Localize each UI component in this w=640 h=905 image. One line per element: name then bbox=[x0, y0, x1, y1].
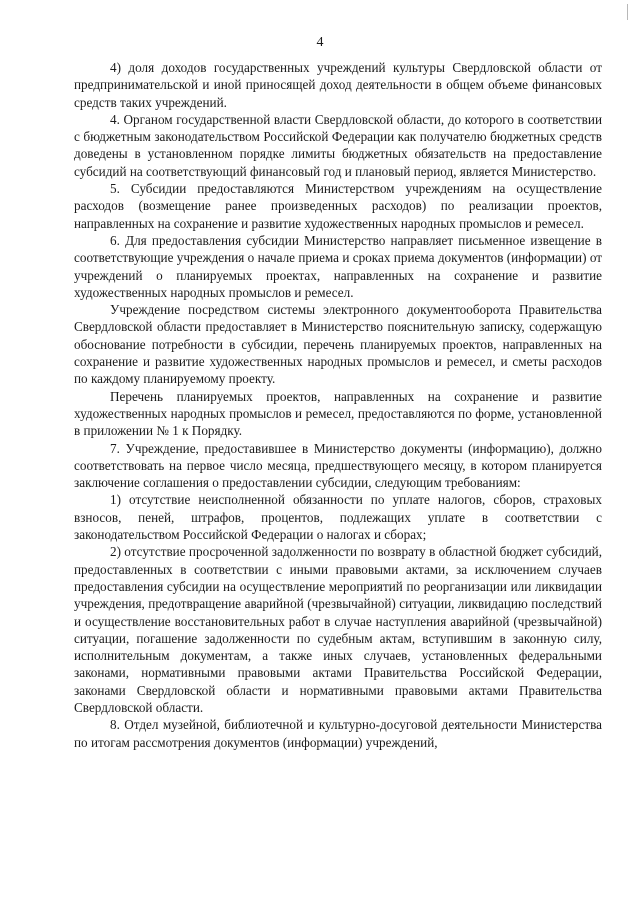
paragraph-requirement-1-taxes: 1) отсутствие неисполненной обязанности по уплате налогов, сборов, страховых взносов, пеней, штрафов, процентов, подлежащих уплате в соответствии с законодательством Российской Федерации о налогах и сборах; bbox=[74, 492, 602, 543]
document-body bbox=[74, 59, 602, 751]
paragraph-4-state-authority: 4. Органом государственной власти Свердловской области, до которого в соответствии с бюджетным законодательством Российской Федерации как получателю бюджетных средств доведены в установленном порядке лимиты бюджетных обязательств на предоставление субсидий на соответствующий финансовый год и плановый период, является Министерство. bbox=[74, 111, 602, 179]
paragraph-7-requirements: 7. Учреждение, предоставившее в Министерство документы (информацию), должно соответствовать на первое число месяца, предшествующего месяцу, в котором планируется заключение соглашения о предоставлении субсидии, следующим требованиям: bbox=[74, 440, 602, 491]
page-number: 4 bbox=[316, 35, 324, 50]
paragraph-5-subsidies: 5. Субсидии предоставляются Министерством учреждениям на осуществление расходов (возмещение ранее произведенных расходов) по реализации проектов, направленных на сохранение и развитие художественных народных промыслов и ремесел. bbox=[74, 181, 602, 231]
paragraph-share-of-income: 4) доля доходов государственных учреждений культуры Свердловской области от предпринимательской и иной приносящей доход деятельности в общем объеме финансовых средств таких учреждений. bbox=[74, 60, 602, 110]
paragraph-8-department: 8. Отдел музейной, библиотечной и культурно-досуговой деятельности Министерства по итогам рассмотрения документов (информации) учреждений, bbox=[74, 717, 602, 750]
paragraph-institution-submission: Учреждение посредством системы электронного документооборота Правительства Свердловской области предоставляет в Министерство пояснительную записку, содержащую обоснование потребности в субсидии, перечень планируемых проектов, направленных на сохранение и развитие художественных народных промыслов и ремесел, и сметы расходов по каждому планируемому проекту. bbox=[74, 302, 602, 387]
paragraph-projects-list-form: Перечень планируемых проектов, направленных на сохранение и развитие художественных народных промыслов и ремесел, предоставляются по форме, установленной в приложении № 1 к Порядку. bbox=[74, 388, 602, 439]
scan-artifact bbox=[627, 4, 628, 20]
paragraph-requirement-2-debt: 2) отсутствие просроченной задолженности по возврату в областной бюджет субсидий, предоставленных в соответствии с иными правовыми актами, за исключением случаев предоставления субсидии на осуществление мероприятий по реорганизации или ликвидации учреждения, предотвращение аварийной (чрезвычайной) ситуации, ликвидацию последствий и осуществление восстановительных работ в случае наступления аварийной (чрезвычайной) ситуации, погашение задолженности по судебным актам, вступившим в законную силу, исполнительным документам, а также иных случаев, установленных федеральными законами, нормативными правовыми актами Правительства Российской Федерации, законами Свердловской области и нормативными правовыми актами Правительства Свердловской области. bbox=[74, 544, 602, 715]
paragraph-6-notification: 6. Для предоставления субсидии Министерство направляет письменное извещение в соответствующие учреждения о начале приема и сроках приема документов (информации) от учреждений о планируемых проектах, направленных на сохранение и развитие художественных народных промыслов и ремесел. bbox=[74, 232, 602, 300]
